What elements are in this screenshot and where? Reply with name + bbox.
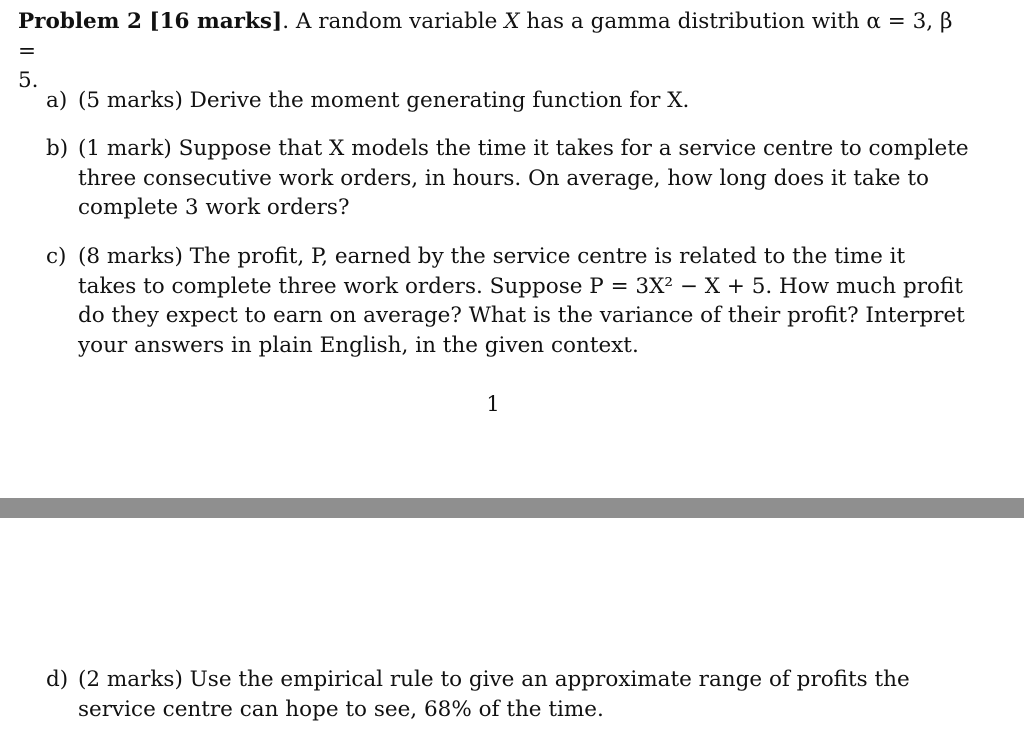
problem-params: α = 3, β = (18, 9, 953, 64)
problem-intro-a: . A random variable (282, 9, 498, 34)
page-separator (0, 498, 1024, 518)
problem-intro-b: has a gamma distribution with (526, 9, 860, 34)
problem-variable: X (504, 9, 520, 34)
page-number: 1 (486, 392, 500, 416)
part-d (46, 665, 970, 724)
part-a-text: (5 marks) Derive the moment generating function for X. (78, 88, 690, 113)
part-c-label: c) (46, 244, 67, 269)
part-a-label: a) (46, 88, 68, 113)
part-b-text: (1 mark) Suppose that X models the time it takes for a service centre to complete three consecutive work orders, in hours. On average, how long does it take to complete 3 work orders? (78, 136, 969, 220)
part-d-label: d) (46, 667, 69, 692)
part-a (46, 86, 970, 116)
problem-marks: [16 marks] (149, 9, 283, 34)
problem-params-cont: 5. (18, 68, 39, 93)
part-b-label: b) (46, 136, 69, 161)
problem-heading (18, 7, 973, 96)
part-d-text: (2 marks) Use the empirical rule to give an approximate range of profits the service centre can hope to see, 68% of the time. (78, 667, 910, 722)
part-b (46, 134, 970, 223)
part-c (46, 242, 970, 360)
problem-title: Problem 2 (18, 9, 142, 34)
part-c-text: (8 marks) The profit, P, earned by the service centre is related to the time it takes to complete three work orders. Suppose P = 3X² − X + 5. How much profit do they expect to earn on average? What is the variance of their profit? Interpret your answers in plain English, in the given context. (78, 244, 965, 358)
